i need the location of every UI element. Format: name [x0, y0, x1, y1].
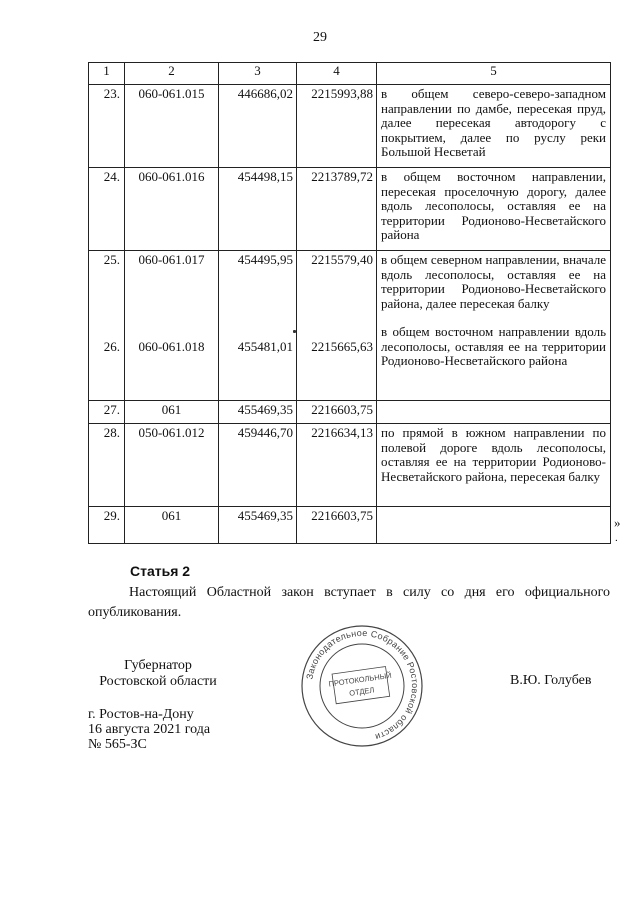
coord-y: 2215579,40 — [311, 252, 373, 267]
row-number: 28. — [103, 425, 120, 440]
point-code: 060-061.015 — [138, 86, 205, 101]
route-description: в общем северном направлении, вначале вдоль лесополосы, оставляя ее на территории Родионово-Несветайского района, далее пересекая балку — [381, 252, 606, 311]
signatory-title-line: Губернатор — [124, 658, 192, 673]
route-description: по прямой в южном направлении по полевой дороге вдоль лесополосы, оставляя ее на территории Родионово-Несветайского района, пересекая балку — [381, 425, 606, 484]
point-code: 060-061.016 — [138, 169, 205, 184]
stamp-inner-line: ОТДЕЛ — [348, 685, 375, 698]
city: г. Ростов-на-Дону — [88, 707, 194, 722]
table-row — [89, 507, 611, 544]
row-number: 24. — [103, 169, 120, 184]
point-code: 050-061.012 — [138, 425, 205, 440]
row-number: 25. — [103, 252, 120, 267]
signatory-title-line: Ростовской области — [99, 674, 217, 689]
coord-y: 2216603,75 — [311, 508, 373, 523]
table-row — [89, 401, 611, 424]
coord-x: 455481,01 — [237, 338, 293, 354]
coord-x: 459446,70 — [237, 425, 293, 440]
svg-text:Законодательное Собрание Росто — [304, 628, 420, 742]
place-date-block — [88, 707, 210, 752]
article-text: Настоящий Областной закон вступает в силу со дня его официального опубликования. — [88, 585, 610, 620]
route-description — [381, 401, 606, 403]
coord-y: 2215993,88 — [311, 86, 373, 101]
route-description — [381, 507, 606, 509]
coord-x: 455469,35 — [237, 508, 293, 523]
coord-x: 446686,02 — [237, 86, 293, 101]
header-cell: 2 — [125, 63, 219, 85]
coord-y: 2215665,63 — [311, 338, 373, 354]
boundary-table — [88, 62, 611, 544]
page-number: 29 — [313, 30, 327, 45]
article-title: Статья 2 — [130, 563, 191, 579]
stamp-inner-line: ПРОТОКОЛЬНЫЙ — [328, 670, 393, 689]
row-number: 29. — [103, 508, 120, 523]
stamp-outer-text: Законодательное Собрание Ростовской области — [304, 627, 421, 743]
closing-dot: . — [615, 532, 618, 544]
coord-y: 2216603,75 — [311, 402, 373, 417]
signatory-title — [88, 658, 228, 690]
table-row — [89, 251, 611, 401]
closing-quote: » — [614, 515, 621, 530]
point-code: 060-061.017 — [138, 252, 205, 267]
row-number: 26. — [103, 338, 120, 354]
header-cell: 1 — [89, 63, 125, 85]
date: 16 августа 2021 года — [88, 722, 211, 737]
row-number: 23. — [103, 86, 120, 101]
table-header-row — [89, 63, 611, 85]
coord-x: 455469,35 — [237, 402, 293, 417]
row-number: 27. — [103, 402, 120, 417]
scan-speck — [293, 330, 296, 333]
signatory-name: В.Ю. Голубев — [510, 673, 592, 688]
header-cell: 3 — [219, 63, 297, 85]
route-description: в общем восточном направлении вдоль лесополосы, оставляя ее на территории Родионово-Несветайского района — [381, 324, 606, 368]
point-code: 061 — [161, 402, 182, 417]
coord-x: 454498,15 — [237, 169, 293, 184]
official-stamp — [300, 624, 424, 748]
table-row — [89, 168, 611, 251]
header-cell: 5 — [377, 63, 611, 85]
route-description: в общем восточном направлении, пересекая проселочную дорогу, далее вдоль лесополосы, оставляя ее на территории Родионово-Несветайского района — [381, 169, 606, 242]
table-row — [89, 85, 611, 168]
header-cell: 4 — [297, 63, 377, 85]
coord-y: 2216634,13 — [311, 425, 373, 440]
route-description: в общем северо-северо-западном направлении по дамбе, пересекая пруд, далее пересекая автодорогу с покрытием, далее по руслу реки Большой Несветай — [381, 86, 606, 159]
coord-x: 454495,95 — [237, 252, 293, 267]
table-row — [89, 424, 611, 507]
coord-y: 2213789,72 — [311, 169, 373, 184]
point-code: 061 — [161, 508, 182, 523]
law-number: № 565-ЗС — [88, 737, 147, 752]
point-code: 060-061.018 — [138, 338, 205, 354]
